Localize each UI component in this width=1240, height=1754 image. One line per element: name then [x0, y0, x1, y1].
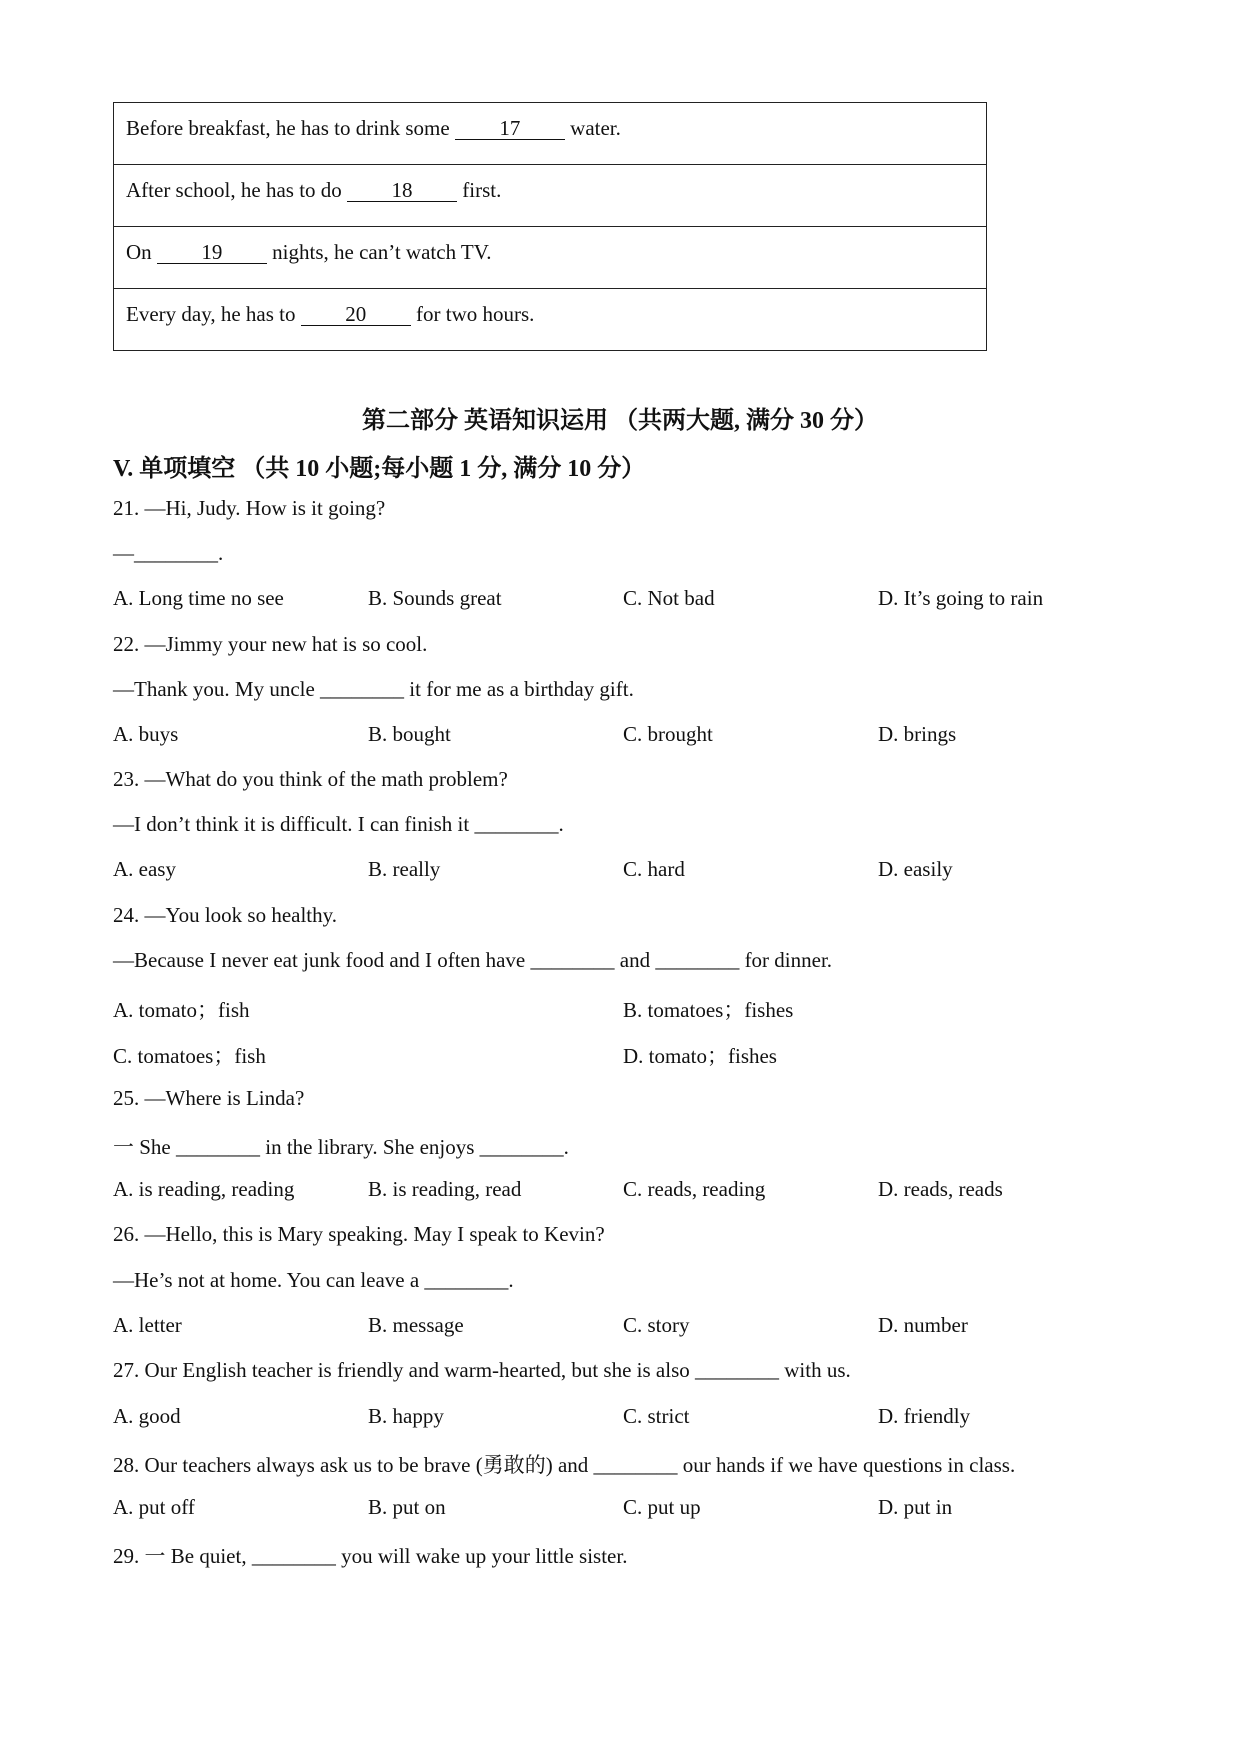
- q24-option-a: A. tomato；fish: [113, 998, 250, 1022]
- question-21-reply: —________.: [113, 541, 224, 565]
- question-27-stem: 27. Our English teacher is friendly and warm-hearted, but she is also ________ with us.: [113, 1358, 851, 1382]
- table-row: [114, 227, 987, 289]
- cell-text-after: first.: [457, 178, 502, 202]
- q24-option-d: D. tomato；fishes: [623, 1044, 777, 1068]
- q28-option-a: A. put off: [113, 1495, 195, 1519]
- question-22-stem: 22. —Jimmy your new hat is so cool.: [113, 632, 428, 656]
- blank-20: 20: [301, 304, 411, 326]
- q26-option-c: C. story: [623, 1313, 690, 1337]
- q28-option-c: C. put up: [623, 1495, 701, 1519]
- table-cell: [114, 227, 987, 289]
- q25-option-c: C. reads, reading: [623, 1177, 766, 1201]
- question-26-stem: 26. —Hello, this is Mary speaking. May I speak to Kevin?: [113, 1222, 605, 1246]
- cell-text-before: On: [126, 240, 157, 264]
- q23-option-c: C. hard: [623, 857, 685, 881]
- question-24-reply: —Because I never eat junk food and I often have ________ and ________ for dinner.: [113, 948, 833, 972]
- question-26-reply: —He’s not at home. You can leave a ________.: [113, 1268, 514, 1292]
- q23-option-a: A. easy: [113, 857, 176, 881]
- q23-option-d: D. easily: [878, 857, 953, 881]
- q26-option-a: A. letter: [113, 1313, 182, 1337]
- q24-option-b: B. tomatoes；fishes: [623, 998, 794, 1022]
- question-28-stem: 28. Our teachers always ask us to be brave (勇敢的) and ________ our hands if we have questions in class.: [113, 1453, 1016, 1477]
- q25-option-a: A. is reading, reading: [113, 1177, 295, 1201]
- q22-option-c: C. brought: [623, 722, 713, 746]
- question-23-reply: —I don’t think it is difficult. I can finish it ________.: [113, 812, 564, 836]
- cell-text-after: for two hours.: [410, 302, 535, 326]
- q25-option-d: D. reads, reads: [878, 1177, 1003, 1201]
- q22-option-a: A. buys: [113, 722, 179, 746]
- table-row: [114, 103, 987, 165]
- q21-option-c: C. Not bad: [623, 586, 715, 610]
- table-row: [114, 289, 987, 351]
- q28-option-b: B. put on: [368, 1495, 446, 1519]
- q28-option-d: D. put in: [878, 1495, 953, 1519]
- q26-option-b: B. message: [368, 1313, 464, 1337]
- q23-option-b: B. really: [368, 857, 441, 881]
- question-22-reply: —Thank you. My uncle ________ it for me as a birthday gift.: [113, 677, 634, 701]
- q27-option-c: C. strict: [623, 1404, 690, 1428]
- q21-option-a: A. Long time no see: [113, 586, 284, 610]
- question-25-reply: 一 She ________ in the library. She enjoys ________.: [113, 1135, 569, 1159]
- table-cell: [114, 103, 987, 165]
- q27-option-d: D. friendly: [878, 1404, 971, 1428]
- table-row: [114, 165, 987, 227]
- q24-option-c: C. tomatoes；fish: [113, 1044, 266, 1068]
- q25-option-b: B. is reading, read: [368, 1177, 522, 1201]
- q26-option-d: D. number: [878, 1313, 968, 1337]
- cell-text-after: nights, he can’t watch TV.: [266, 240, 492, 264]
- question-25-stem: 25. —Where is Linda?: [113, 1086, 305, 1110]
- q27-option-b: B. happy: [368, 1404, 444, 1428]
- cell-text-before: Before breakfast, he has to drink some: [126, 116, 455, 140]
- q21-option-b: B. Sounds great: [368, 586, 502, 610]
- question-21-stem: 21. —Hi, Judy. How is it going?: [113, 496, 386, 520]
- section-title: V. 单项填空 （共 10 小题;每小题 1 分, 满分 10 分）: [113, 456, 646, 482]
- question-23-stem: 23. —What do you think of the math problem?: [113, 767, 508, 791]
- q21-option-d: D. It’s going to rain: [878, 586, 1044, 610]
- table-cell: [114, 165, 987, 227]
- q22-option-d: D. brings: [878, 722, 957, 746]
- question-24-stem: 24. —You look so healthy.: [113, 903, 338, 927]
- cell-text-after: water.: [564, 116, 621, 140]
- question-29-stem: 29. 一 Be quiet, ________ you will wake up your little sister.: [113, 1544, 628, 1568]
- blank-18: 18: [347, 180, 457, 202]
- cell-text-before: After school, he has to do: [126, 178, 348, 202]
- q27-option-a: A. good: [113, 1404, 181, 1428]
- table-cell: [114, 289, 987, 351]
- q22-option-b: B. bought: [368, 722, 451, 746]
- cell-text-before: Every day, he has to: [126, 302, 301, 326]
- blank-17: 17: [455, 118, 565, 140]
- part-title: 第二部分 英语知识运用 （共两大题, 满分 30 分）: [362, 408, 878, 434]
- blank-19: 19: [157, 242, 267, 264]
- fill-in-table: [113, 102, 987, 351]
